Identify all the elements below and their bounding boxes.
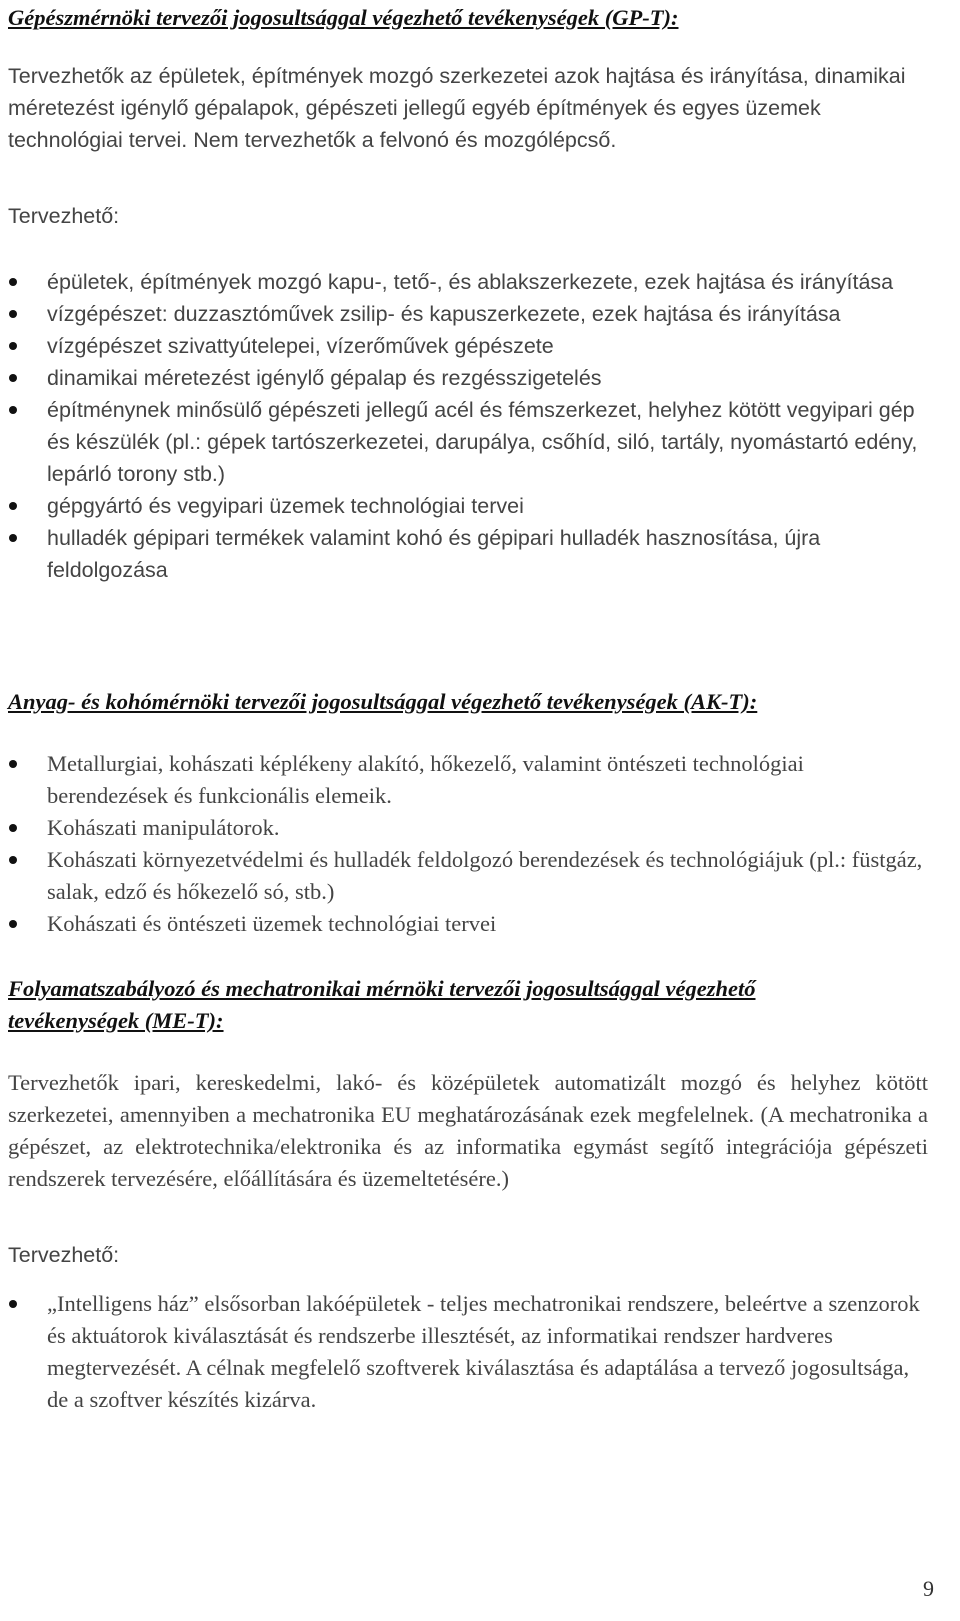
bullet-icon [9, 760, 17, 768]
bullet-icon [9, 920, 17, 928]
section-intro-me: Tervezhetők ipari, kereskedelmi, lakó- és középületek automatizált mozgó és helyhez kötött szerkezetei, amennyiben a mechatronika EU meghatározásának ezek megfelelnek. (A mechatronika a gépészet, az elektrotechnika/elektronika és az informatika egymást segítő integrációja gépészeti rendszerek tervezésére, előállítására és üzemeltetésére.) [8, 1070, 928, 1191]
list-item-text: dinamikai méretezést igénylő gépalap és rezgésszigetelés [47, 366, 602, 390]
bullet-list-me [0, 1288, 930, 1416]
list-item-text: Kohászati és öntészeti üzemek technológiai tervei [47, 911, 497, 936]
bullet-icon [9, 1300, 17, 1308]
bullet-icon [9, 856, 17, 864]
list-item-text: építménynek minősülő gépészeti jellegű acél és fémszerkezet, helyhez kötött vegyipari gép és készülék (pl.: gépek tartószerkezetei, darupálya, csőhíd, siló, tartály, nyomástartó edény, lepárló torony stb.) [47, 398, 918, 486]
bullet-icon [9, 502, 17, 510]
section-heading-me-line2: tevékenységek (ME-T): [8, 1008, 224, 1033]
bullet-icon [9, 534, 17, 542]
bullet-list-ak [0, 748, 930, 940]
list-item [0, 522, 930, 586]
bullet-icon [9, 310, 17, 318]
list-item [0, 362, 930, 394]
list-item-text: „Intelligens ház” elsősorban lakóépületek - teljes mechatronikai rendszere, beleértve a szenzorok és aktuátorok kiválasztását és rendszerbe illesztését, az informatikai rendszer hardveres megtervezését. A célnak megfelelő szoftverek kiválasztása és adaptálása a tervező jogosultsága, de a szoftver készítés kizárva. [47, 1291, 920, 1412]
list-item-text: Kohászati manipulátorok. [47, 815, 280, 840]
list-item [0, 266, 930, 298]
list-item [0, 908, 930, 940]
list-item [0, 1288, 930, 1416]
section-heading-gp: Gépészmérnöki tervezői jogosultsággal végezhető tevékenységek (GP-T): [8, 5, 679, 30]
list-item [0, 812, 930, 844]
bullet-icon [9, 406, 17, 414]
list-item-text: hulladék gépipari termékek valamint kohó és gépipari hulladék hasznosítása, újra feldolgozása [47, 526, 821, 582]
list-item-text: Kohászati környezetvédelmi és hulladék feldolgozó berendezések és technológiájuk (pl.: füstgáz, salak, edző és hőkezelő só, stb.) [47, 847, 923, 904]
list-item-text: vízgépészet: duzzasztóművek zsilip- és kapuszerkezete, ezek hajtása és irányítása [47, 302, 841, 326]
list-item [0, 298, 930, 330]
list-item [0, 844, 930, 908]
bullet-list-gp [0, 266, 930, 586]
list-item [0, 490, 930, 522]
list-item-text: vízgépészet szivattyútelepei, vízerőművek gépészete [47, 334, 554, 358]
list-item-text: gépgyártó és vegyipari üzemek technológiai tervei [47, 494, 524, 518]
tervezheto-label-me: Tervezhető: [8, 1243, 120, 1267]
list-item [0, 748, 930, 812]
list-item-text: épületek, építmények mozgó kapu-, tető-, és ablakszerkezete, ezek hajtása és irányítása [47, 270, 894, 294]
section-intro-gp: Tervezhetők az épületek, építmények mozgó szerkezetei azok hajtása és irányítása, dinamikai méretezést igénylő gépalapok, gépészeti jellegű egyéb építmények és egyes üzemek technológiai tervei. Nem tervezhetők a felvonó és mozgólépcső. [8, 64, 906, 152]
list-item [0, 394, 930, 490]
tervezheto-label-gp: Tervezhető: [8, 204, 120, 228]
page-number: 9 [923, 1576, 934, 1601]
bullet-icon [9, 824, 17, 832]
section-heading-ak: Anyag- és kohómérnöki tervezői jogosultsággal végezhető tevékenységek (AK-T): [8, 689, 758, 714]
bullet-icon [9, 342, 17, 350]
bullet-icon [9, 278, 17, 286]
list-item [0, 330, 930, 362]
section-heading-me-line1: Folyamatszabályozó és mechatronikai mérnöki tervezői jogosultsággal végezhető [8, 976, 756, 1001]
bullet-icon [9, 374, 17, 382]
list-item-text: Metallurgiai, kohászati képlékeny alakító, hőkezelő, valamint öntészeti technológiai berendezések és funkcionális elemeik. [47, 751, 804, 808]
